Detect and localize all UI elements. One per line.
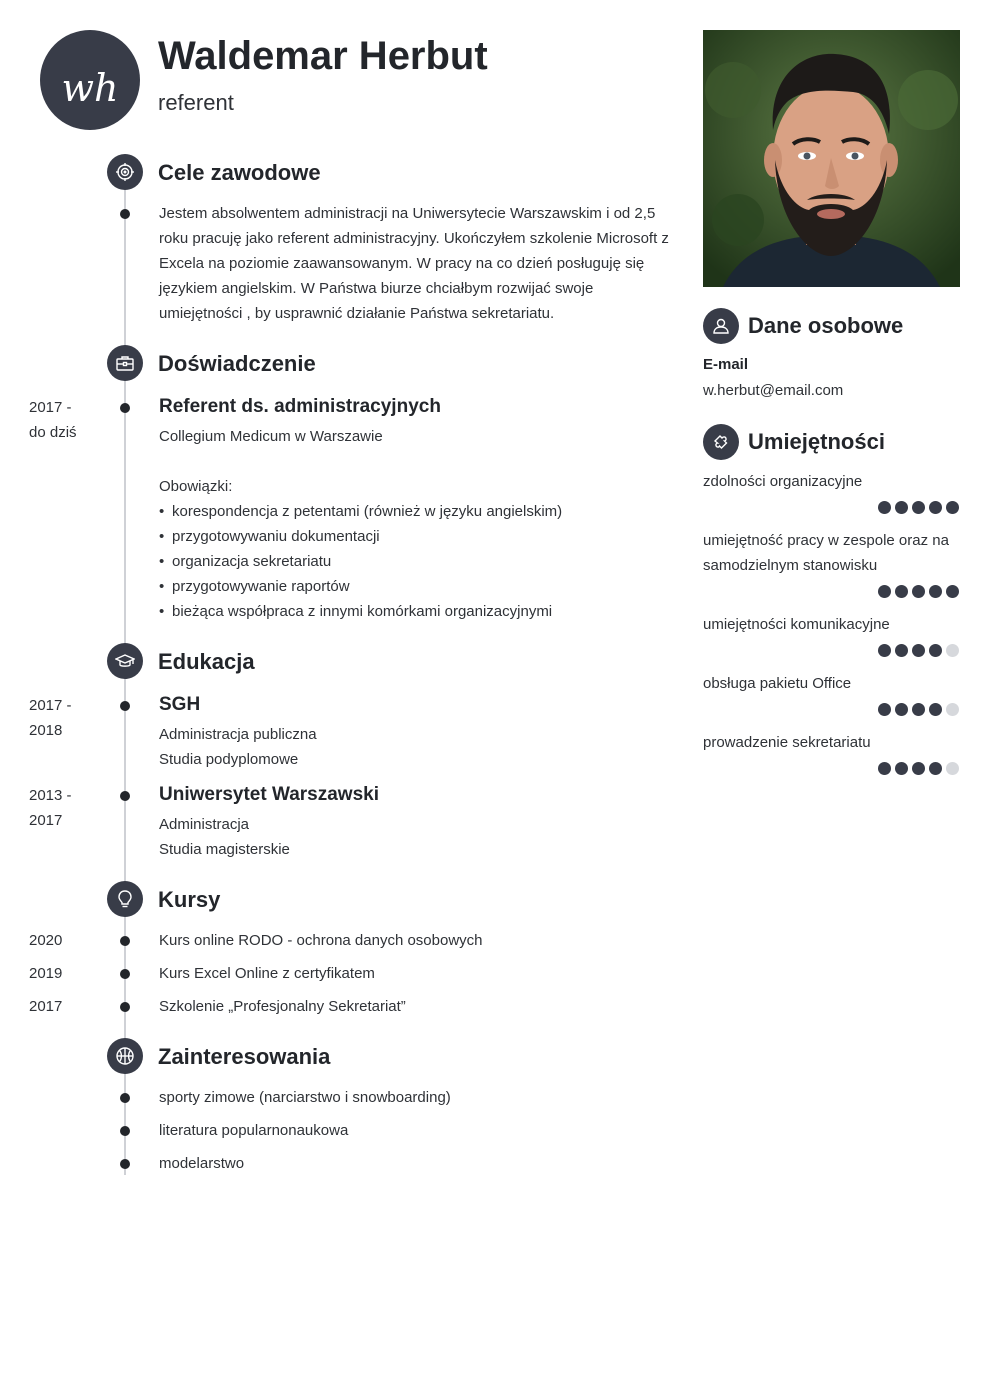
duties-label: Obowiązki: [159, 478, 233, 495]
email-value[interactable]: w.herbut@email.com [703, 382, 844, 399]
experience-position: Referent ds. administracyjnych [159, 396, 441, 417]
lightbulb-icon [107, 881, 143, 917]
education-field: Administracja publiczna [159, 726, 317, 743]
skill-label: umiejętność pracy w zespole oraz na samodzielnym stanowisku [703, 532, 949, 574]
skill-rating [878, 703, 959, 716]
rating-dot-filled [912, 644, 925, 657]
section-title-courses: Kursy [158, 887, 221, 912]
rating-dot-filled [878, 762, 891, 775]
rating-dot-filled [929, 501, 942, 514]
rating-dot-filled [878, 703, 891, 716]
skill-rating [878, 644, 959, 657]
course-name: Kurs Excel Online z certyfikatem [159, 965, 375, 982]
rating-dot-filled [946, 501, 959, 514]
puzzle-icon [703, 424, 739, 460]
list-item: • przygotowywaniu dokumentacji [159, 524, 562, 549]
rating-dot-filled [878, 644, 891, 657]
timeline-dot [120, 936, 130, 946]
skill-rating [878, 762, 959, 775]
rating-dot-filled [929, 644, 942, 657]
course-name: Szkolenie „Profesjonalny Sekretariat” [159, 998, 406, 1015]
rating-dot-filled [912, 501, 925, 514]
skill-rating [878, 501, 959, 514]
list-item: • organizacja sekretariatu [159, 549, 562, 574]
education-school: SGH [159, 694, 201, 715]
rating-dot-empty [946, 703, 959, 716]
rating-dot-filled [912, 585, 925, 598]
list-item: • korespondencja z petentami (również w języku angielskim) [159, 499, 562, 524]
email-label: E-mail [703, 356, 749, 373]
target-icon [107, 154, 143, 190]
skill-label: obsługa pakietu Office [703, 675, 852, 692]
timeline-dot [120, 1093, 130, 1103]
section-title-objective: Cele zawodowe [158, 160, 321, 185]
rating-dot-filled [878, 585, 891, 598]
interest-item: modelarstwo [159, 1155, 245, 1172]
experience-company: Collegium Medicum w Warszawie [159, 428, 383, 445]
monogram-logo: wh [40, 30, 140, 130]
timeline-dot [120, 1159, 130, 1169]
education-degree: Studia magisterskie [159, 841, 290, 858]
rating-dot-filled [912, 762, 925, 775]
timeline-dot [120, 701, 130, 711]
course-year: 2019 [29, 965, 63, 982]
rating-dot-filled [895, 762, 908, 775]
rating-dot-filled [912, 703, 925, 716]
education-school: Uniwersytet Warszawski [159, 784, 379, 805]
rating-dot-filled [878, 501, 891, 514]
timeline-dot [120, 403, 130, 413]
section-title-skills: Umiejętności [748, 429, 885, 454]
skill-label: prowadzenie sekretariatu [703, 734, 871, 751]
rating-dot-filled [946, 585, 959, 598]
rating-dot-filled [895, 501, 908, 514]
interest-item: literatura popularnonaukowa [159, 1122, 349, 1139]
timeline-dot [120, 1002, 130, 1012]
rating-dot-filled [895, 703, 908, 716]
rating-dot-filled [929, 703, 942, 716]
timeline-dot [120, 791, 130, 801]
timeline-dot [120, 209, 130, 219]
profile-photo [703, 30, 960, 287]
list-item: • bieżąca współpraca z innymi komórkami organizacyjnymi [159, 599, 562, 624]
user-icon [703, 308, 739, 344]
interest-item: sporty zimowe (narciarstwo i snowboarding) [159, 1089, 451, 1106]
list-item: • przygotowywanie raportów [159, 574, 562, 599]
candidate-name: Waldemar Herbut [158, 34, 488, 78]
skill-label: zdolności organizacyjne [703, 473, 863, 490]
education-date: 2017 - 2018 [29, 697, 72, 739]
section-title-personal: Dane osobowe [748, 313, 904, 338]
rating-dot-filled [895, 644, 908, 657]
rating-dot-empty [946, 762, 959, 775]
rating-dot-empty [946, 644, 959, 657]
objective-text: Jestem absolwentem administracji na Uniwersytecie Warszawskim i od 2,5 roku pracuję jako referent administracyjny. Ukończyłem szkolenie Microsoft z Excela na poziomie zaawansowanym. W pracy na co dzień posługuję się językiem angielskim. W Państwa biurze chciałbym rozwijać swoje umiejętności , by usprawnić działanie Państwa sekretariatu. [159, 205, 669, 322]
timeline-dot [120, 969, 130, 979]
rating-dot-filled [895, 585, 908, 598]
basketball-icon [107, 1038, 143, 1074]
education-field: Administracja [159, 816, 250, 833]
course-year: 2020 [29, 932, 63, 949]
course-name: Kurs online RODO - ochrona danych osobowych [159, 932, 483, 949]
section-title-education: Edukacja [158, 649, 255, 674]
course-year: 2017 [29, 998, 63, 1015]
education-date: 2013 - 2017 [29, 787, 72, 829]
rating-dot-filled [929, 585, 942, 598]
graduation-cap-icon [107, 643, 143, 679]
section-title-interests: Zainteresowania [158, 1044, 331, 1069]
experience-date: 2017 - do dziś [29, 399, 77, 441]
briefcase-icon [107, 345, 143, 381]
rating-dot-filled [929, 762, 942, 775]
duties-list [159, 499, 562, 624]
skill-rating [878, 585, 959, 598]
timeline-dot [120, 1126, 130, 1136]
job-title: referent [158, 90, 234, 115]
skill-label: umiejętności komunikacyjne [703, 616, 890, 633]
education-degree: Studia podyplomowe [159, 751, 299, 768]
section-title-experience: Doświadczenie [158, 351, 316, 376]
